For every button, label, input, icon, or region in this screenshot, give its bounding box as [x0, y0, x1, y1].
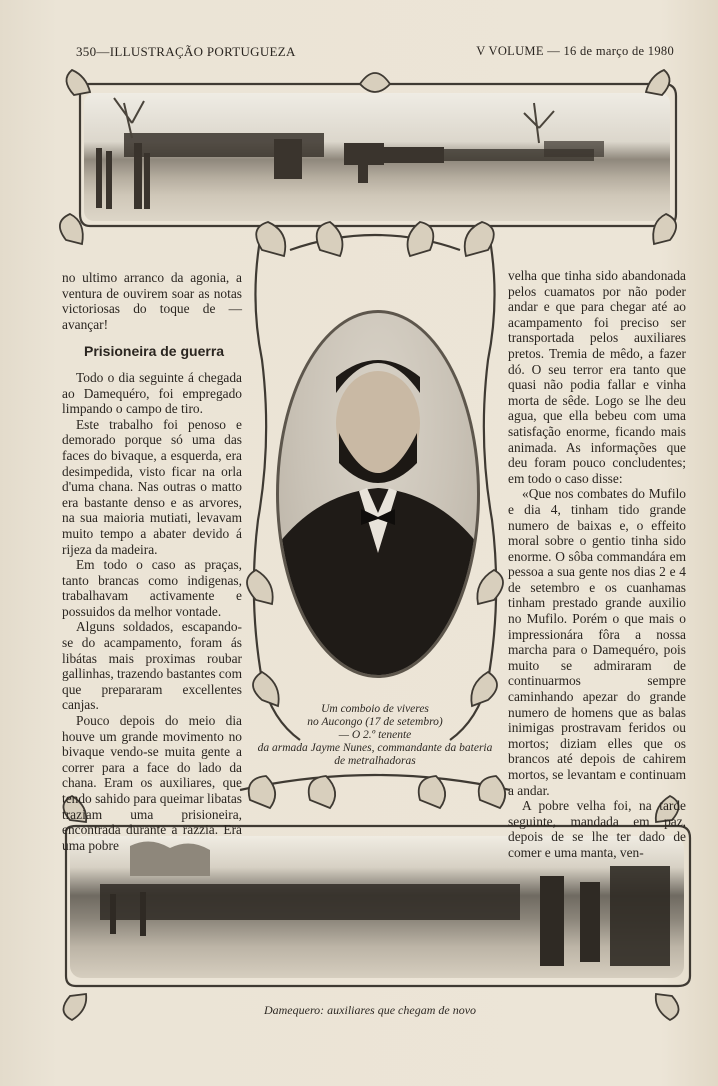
- caption-line: de metralhadoras: [334, 755, 416, 767]
- leaf-ornament: [253, 672, 279, 706]
- paragraph: Todo o dia seguinte á chegada ao Damequéro, foi empregado limpando o campo de tiro.: [62, 369, 242, 417]
- leaf-ornament: [653, 214, 676, 244]
- bottom-vine: [240, 775, 510, 790]
- magazine-title: ILLUSTRAÇÃO PORTUGUEZA: [109, 44, 296, 59]
- top-frame-border: [80, 84, 676, 226]
- leaf-ornament: [479, 776, 505, 808]
- caption-line: — O 2.º tenente: [338, 729, 412, 741]
- paragraph: «Que nos combates do Mufilo e dia 4, tinham tido grande numero de baixas e, o effeito moral sobre o gentio tinha sido enorme. O sôba commandára em pessoa a sua gente nos dias 2 e 4 de setembro e os cuanhamas tinham prestado grande auxilio no Mufilo. Porém o que mais o impressionára fôra a nossa marcha para o Damequéro, pois muito se admiraram de continuarmos sempre caminhando apezar do grande numero de homens que as balas inimigas prostravam feridos ou mortos; diziam elles que os brancos até depois de cahirem mortos, se levantam e continuam a andar.: [508, 486, 686, 798]
- leaf-ornament: [477, 570, 503, 604]
- leaf-ornament: [249, 776, 275, 808]
- paragraph: velha que tinha sido abandonada pelos cuamatos por não poder andar e que para chegar até ao acampamento foi preciso ser transportada pelos auxiliares pretos. Tremia de mêdo, a fazer dó. O seu terror era tanto que quasi não podia fallar e vinha morta de sêde. Logo se lhe deu agua, que ella bebeu com uma satisfação enorme, ficando mais animada. As informações que deu foram pouco concludentes; em todo o caso disse:: [508, 268, 686, 486]
- top-vine: [290, 235, 460, 250]
- right-column: [508, 268, 686, 861]
- intro-text: no ultimo arranco da agonia, a ventura de ouvirem soar as notas victoriosas do toque de —avançar!: [62, 270, 242, 332]
- header-separator: —: [96, 44, 110, 59]
- leaf-ornament: [656, 994, 679, 1020]
- paragraph: Em todo o caso as praças, tanto brancas como indigenas, trabalhavam activamente e possuidos da melhor vontade.: [62, 557, 242, 619]
- left-vine: [254, 240, 300, 740]
- right-vine: [450, 240, 496, 740]
- leaf-ornament: [646, 70, 670, 95]
- paragraph: A pobre velha foi, na tarde seguinte, mandada em paz, depois de se lhe ter dado de comer e uma manta, ven-: [508, 798, 686, 860]
- leaf-ornament: [309, 776, 335, 808]
- portrait-caption: [230, 703, 520, 768]
- leaf-ornament: [247, 570, 273, 604]
- caption-line: da armada Jayme Nunes, commandante da bateria: [257, 742, 493, 754]
- paragraph: Alguns soldados, escapando-se do acampamento, foram ás libátas mais proximas roubar gallinhas, trazendo bastantes com que prepararam excellentes canjas.: [62, 619, 242, 713]
- volume-label: V VOLUME: [476, 44, 544, 58]
- left-column: [62, 270, 242, 853]
- leaf-ornament: [66, 70, 90, 95]
- leaf-ornament: [419, 776, 445, 808]
- page-number: 350: [76, 44, 97, 59]
- leaf-ornament: [471, 672, 497, 706]
- paragraph: Pouco depois do meio dia houve um grande movimento no bivaque vendo-se muita gente a correr para a face do lado da chana. Eram os auxiliares, que tendo sahido para queimar libatas traziam uma prisioneira, encontrada durante a razzia. Era uma pobre: [62, 713, 242, 853]
- leaf-ornament: [63, 994, 86, 1020]
- section-title: Prisioneira de guerra: [84, 343, 225, 360]
- caption-line: no Aucongo (17 de setembro): [307, 716, 443, 728]
- caption-line: Um comboio de viveres: [321, 703, 429, 715]
- leaf-ornament: [360, 73, 390, 92]
- bottom-photo-caption: Damequero: auxiliares que chegam de novo: [263, 1003, 477, 1017]
- paragraph: Este trabalho foi penoso e demorado porque só uma das faces do bivaque, a esquerda, era desimpedida, visto ficar na orla d'uma chana. Nas outras o matto era bastante denso e as arvores, na sua maioria mutiati, levavam muito tempo a abater devido á rijeza da madeira.: [62, 416, 242, 557]
- issue-date: 16 de março de 1980: [563, 44, 674, 58]
- header-separator-2: —: [547, 44, 561, 58]
